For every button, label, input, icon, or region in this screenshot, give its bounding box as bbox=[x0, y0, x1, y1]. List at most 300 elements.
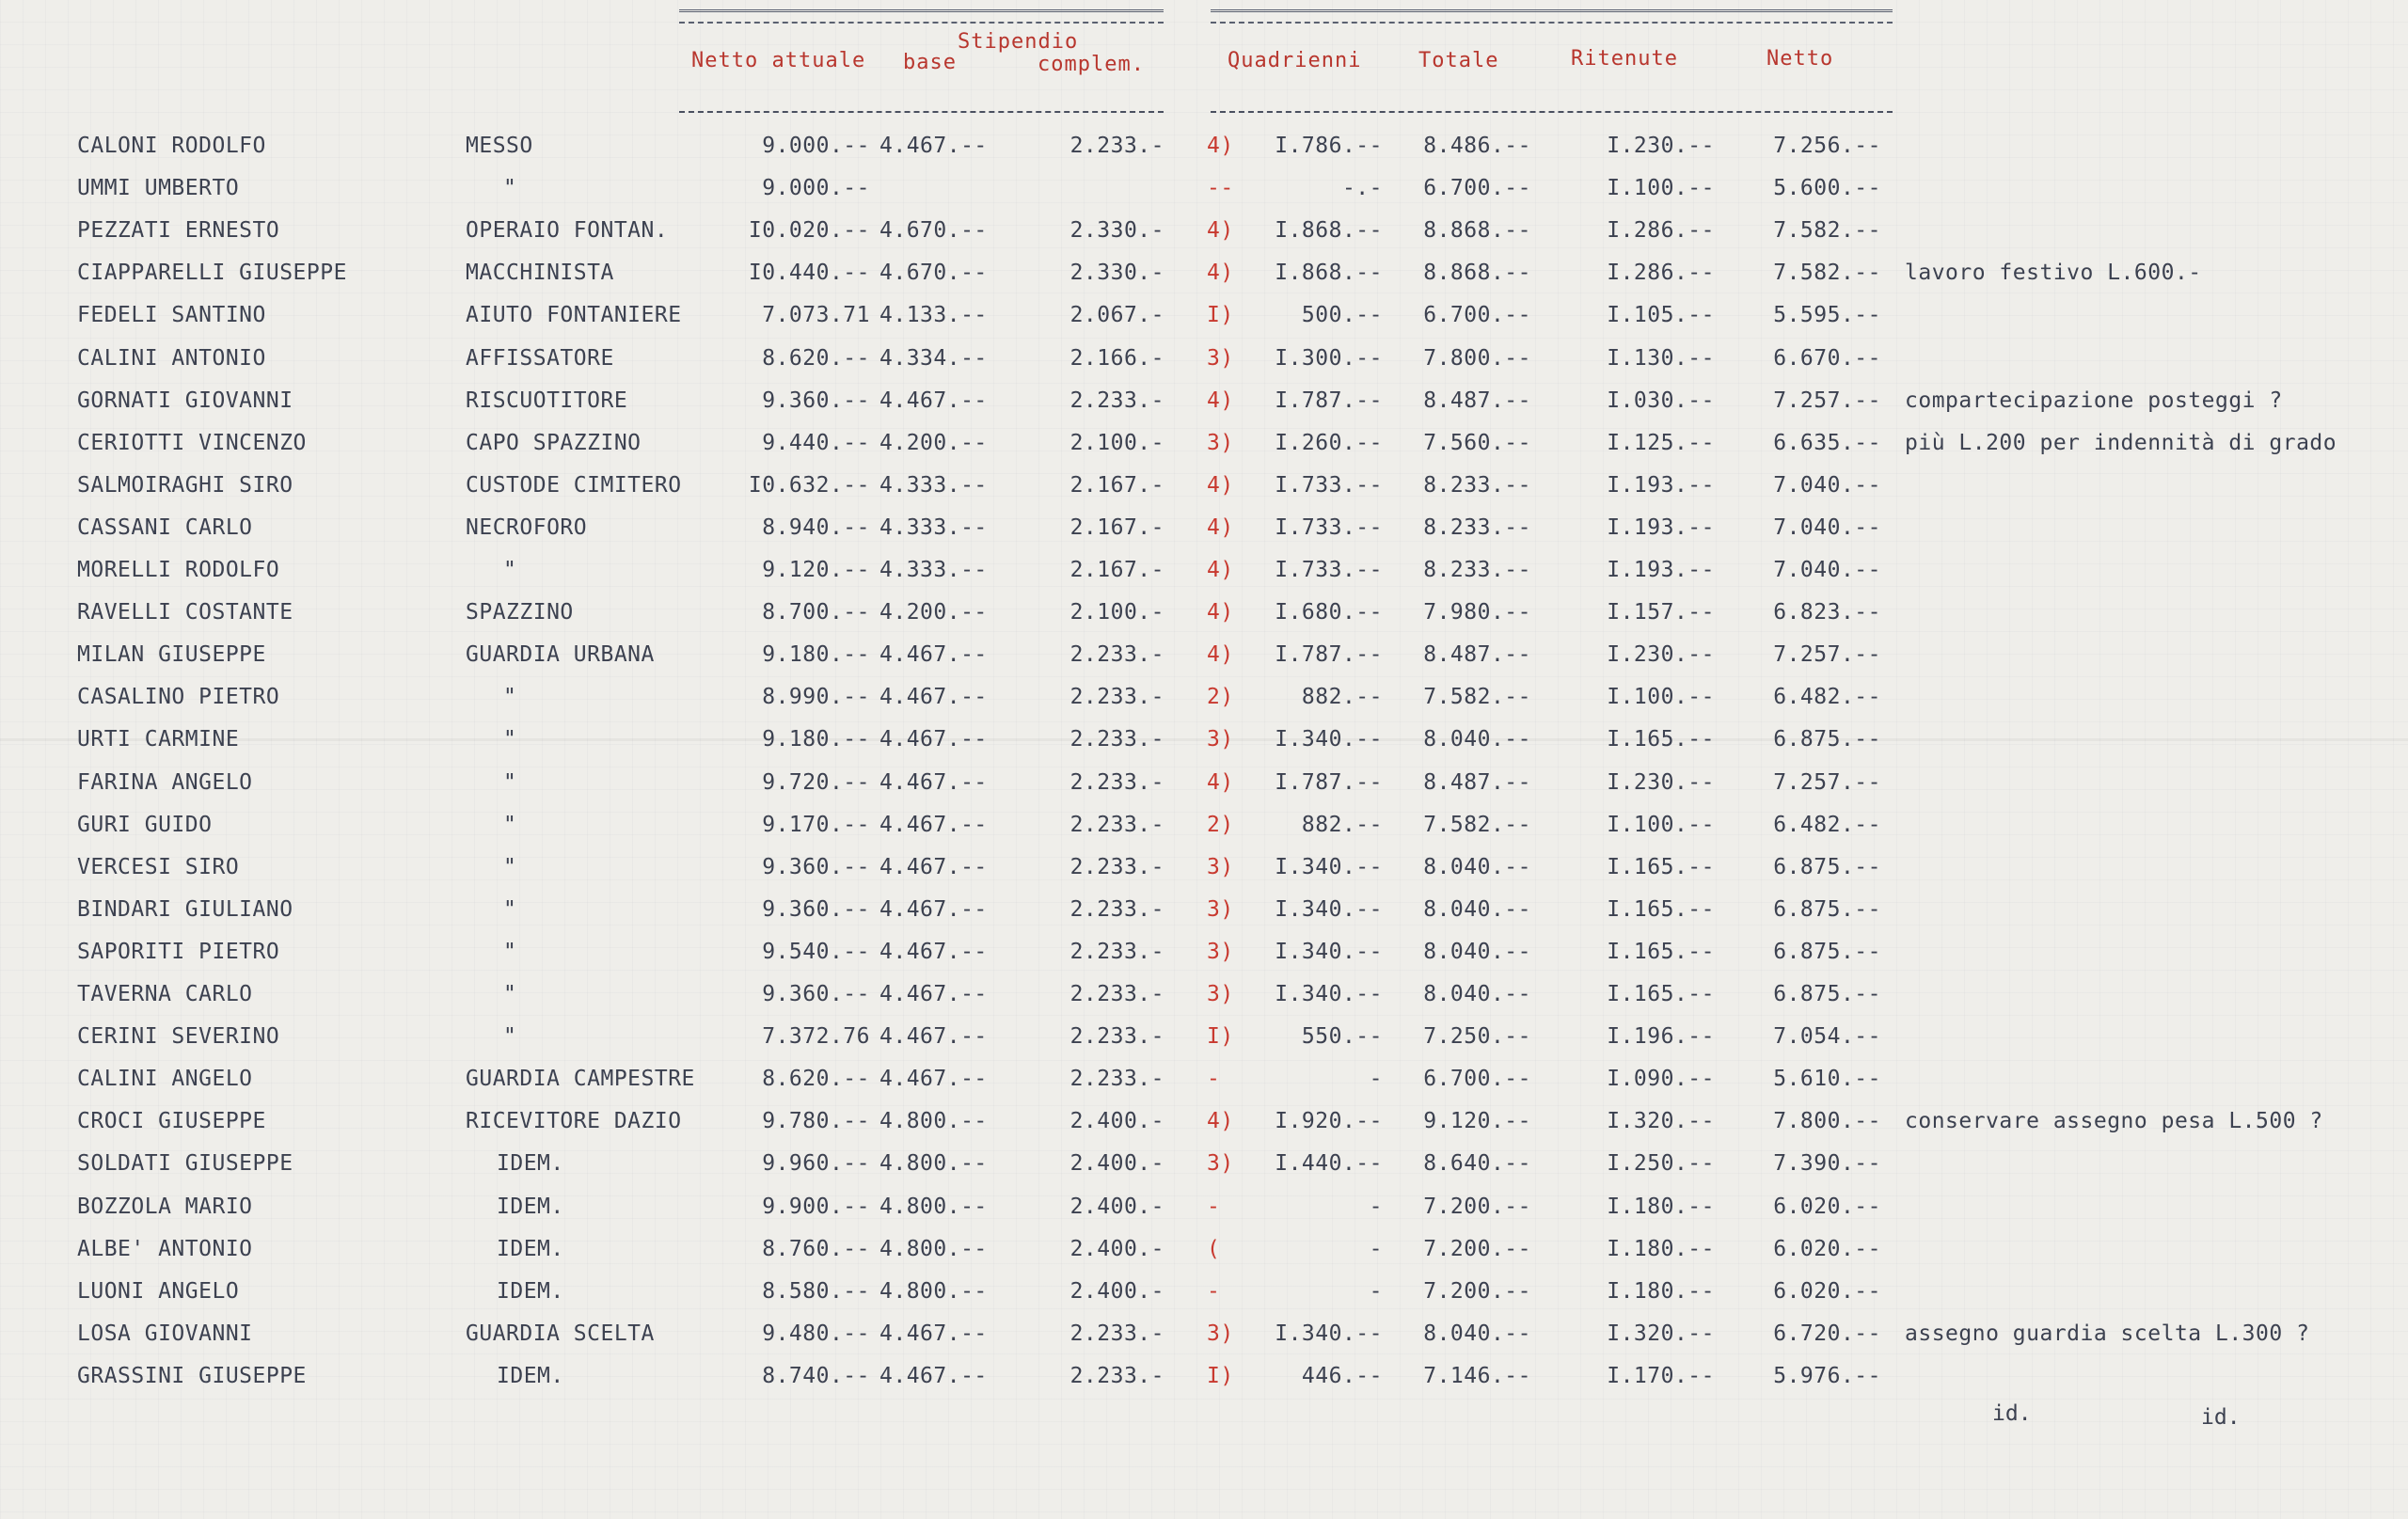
totale-cell: 8.040.-- bbox=[1423, 896, 1531, 922]
quadrienni-code-cell: 2) bbox=[1207, 812, 1234, 837]
ritenute-cell: I.193.-- bbox=[1607, 514, 1715, 540]
stipendio-complem-cell: 2.167.- bbox=[1069, 514, 1164, 540]
employee-name-cell: CIAPPARELLI GIUSEPPE bbox=[77, 261, 347, 286]
totale-cell: 7.200.-- bbox=[1423, 1236, 1531, 1261]
stipendio-base-cell: 4.467.-- bbox=[879, 1363, 988, 1388]
employee-name-cell: URTI CARMINE bbox=[77, 727, 240, 752]
ritenute-cell: I.230.-- bbox=[1607, 642, 1715, 668]
stipendio-complem-cell: 2.233.- bbox=[1069, 1321, 1164, 1346]
quadrienni-code-cell: 3) bbox=[1207, 430, 1234, 455]
netto-attuale-cell: 8.620.-- bbox=[762, 1067, 870, 1092]
ritenute-cell: I.165.-- bbox=[1607, 854, 1715, 879]
header-quadrienni: Quadrienni bbox=[1228, 49, 1362, 72]
employee-name-cell: CASSANI CARLO bbox=[77, 514, 253, 540]
table-row bbox=[0, 770, 2408, 808]
stipendio-complem-cell: 2.166.- bbox=[1069, 345, 1164, 371]
stipendio-complem-cell: 2.233.- bbox=[1069, 134, 1164, 158]
employee-name-cell: BOZZOLA MARIO bbox=[77, 1194, 253, 1219]
quadrienni-cell: I.300.-- bbox=[1275, 345, 1383, 371]
table-row bbox=[0, 346, 2408, 384]
employee-name-cell: FEDELI SANTINO bbox=[77, 303, 266, 328]
stipendio-base-cell: 4.467.-- bbox=[879, 1024, 988, 1050]
table-row bbox=[0, 1151, 2408, 1189]
totale-cell: 8.040.-- bbox=[1423, 982, 1531, 1006]
header-underline-left bbox=[679, 111, 1164, 113]
stipendio-complem-cell: 2.400.- bbox=[1069, 1151, 1164, 1177]
stipendio-complem-cell: 2.233.- bbox=[1069, 1363, 1164, 1388]
stipendio-base-cell: 4.800.-- bbox=[879, 1151, 988, 1177]
role-cell: " bbox=[503, 812, 517, 837]
stipendio-base-cell: 4.467.-- bbox=[879, 727, 988, 752]
role-cell: AFFISSATORE bbox=[466, 345, 614, 371]
table-row bbox=[0, 558, 2408, 595]
totale-cell: 8.040.-- bbox=[1423, 727, 1531, 752]
quadrienni-cell: I.440.-- bbox=[1275, 1151, 1383, 1177]
stipendio-base-cell: 4.467.-- bbox=[879, 812, 988, 837]
quadrienni-code-cell: 3) bbox=[1207, 1321, 1234, 1346]
ritenute-cell: I.193.-- bbox=[1607, 472, 1715, 498]
stipendio-complem-cell: 2.100.- bbox=[1069, 600, 1164, 625]
netto-attuale-cell: 9.120.-- bbox=[762, 558, 870, 582]
table-row bbox=[0, 1024, 2408, 1062]
netto-attuale-cell: 9.000.-- bbox=[762, 134, 870, 158]
totale-cell: 7.582.-- bbox=[1423, 685, 1531, 710]
role-cell: " bbox=[503, 727, 517, 752]
netto-cell: 5.976.-- bbox=[1773, 1363, 1881, 1388]
quadrienni-cell: I.787.-- bbox=[1275, 769, 1383, 795]
ritenute-cell: I.286.-- bbox=[1607, 261, 1715, 286]
table-row bbox=[0, 897, 2408, 935]
ritenute-cell: I.165.-- bbox=[1607, 982, 1715, 1006]
quadrienni-cell: - bbox=[1369, 1236, 1383, 1261]
table-row bbox=[0, 303, 2408, 340]
netto-attuale-cell: 9.540.-- bbox=[762, 939, 870, 964]
netto-cell: 6.482.-- bbox=[1773, 685, 1881, 710]
role-cell: RISCUOTITORE bbox=[466, 388, 628, 413]
table-row bbox=[0, 685, 2408, 722]
employee-name-cell: SOLDATI GIUSEPPE bbox=[77, 1151, 293, 1177]
netto-cell: 6.875.-- bbox=[1773, 982, 1881, 1006]
employee-name-cell: RAVELLI COSTANTE bbox=[77, 600, 293, 625]
totale-cell: 7.250.-- bbox=[1423, 1024, 1531, 1050]
role-cell: MESSO bbox=[466, 134, 533, 158]
netto-cell: 6.720.-- bbox=[1773, 1321, 1881, 1346]
stipendio-complem-cell: 2.400.- bbox=[1069, 1278, 1164, 1304]
netto-cell: 7.040.-- bbox=[1773, 472, 1881, 498]
stipendio-base-cell: 4.800.-- bbox=[879, 1194, 988, 1219]
employee-name-cell: VERCESI SIRO bbox=[77, 854, 240, 879]
employee-name-cell: BINDARI GIULIANO bbox=[77, 896, 293, 922]
totale-cell: 8.040.-- bbox=[1423, 1321, 1531, 1346]
stipendio-complem-cell: 2.233.- bbox=[1069, 896, 1164, 922]
ritenute-cell: I.165.-- bbox=[1607, 939, 1715, 964]
netto-attuale-cell: 9.440.-- bbox=[762, 430, 870, 455]
netto-cell: 5.595.-- bbox=[1773, 303, 1881, 328]
stipendio-complem-cell: 2.233.- bbox=[1069, 1024, 1164, 1050]
netto-attuale-cell: 9.480.-- bbox=[762, 1321, 870, 1346]
employee-name-cell: ALBE' ANTONIO bbox=[77, 1236, 253, 1261]
stipendio-complem-cell: 2.233.- bbox=[1069, 388, 1164, 413]
stipendio-complem-cell: 2.330.- bbox=[1069, 261, 1164, 286]
stipendio-base-cell: 4.200.-- bbox=[879, 430, 988, 455]
stipendio-complem-cell: 2.233.- bbox=[1069, 1067, 1164, 1092]
ritenute-cell: I.230.-- bbox=[1607, 134, 1715, 158]
netto-attuale-cell: 7.372.76 bbox=[762, 1024, 870, 1050]
employee-name-cell: CALONI RODOLFO bbox=[77, 134, 266, 158]
employee-name-cell: CROCI GIUSEPPE bbox=[77, 1109, 266, 1134]
totale-cell: 8.868.-- bbox=[1423, 218, 1531, 244]
stipendio-complem-cell: 2.400.- bbox=[1069, 1194, 1164, 1219]
ritenute-cell: I.320.-- bbox=[1607, 1321, 1715, 1346]
ritenute-cell: I.105.-- bbox=[1607, 303, 1715, 328]
stipendio-base-cell: 4.333.-- bbox=[879, 472, 988, 498]
note-cell: lavoro festivo L.600.- bbox=[1905, 261, 2202, 286]
netto-cell: 6.482.-- bbox=[1773, 812, 1881, 837]
quadrienni-cell: - bbox=[1369, 1067, 1383, 1092]
netto-cell: 5.610.-- bbox=[1773, 1067, 1881, 1092]
totale-cell: 6.700.-- bbox=[1423, 303, 1531, 328]
stipendio-complem-cell: 2.400.- bbox=[1069, 1109, 1164, 1134]
footer-id-1: id. bbox=[1992, 1401, 2032, 1426]
ritenute-cell: I.230.-- bbox=[1607, 769, 1715, 795]
quadrienni-code-cell: 4) bbox=[1207, 642, 1234, 668]
stipendio-complem-cell: 2.233.- bbox=[1069, 727, 1164, 752]
stipendio-base-cell: 4.467.-- bbox=[879, 769, 988, 795]
employee-name-cell: LUONI ANGELO bbox=[77, 1278, 240, 1304]
ritenute-cell: I.130.-- bbox=[1607, 345, 1715, 371]
netto-attuale-cell: 8.990.-- bbox=[762, 685, 870, 710]
netto-attuale-cell: 8.940.-- bbox=[762, 514, 870, 540]
stipendio-complem-cell: 2.233.- bbox=[1069, 939, 1164, 964]
table-row bbox=[0, 1321, 2408, 1359]
ritenute-cell: I.180.-- bbox=[1607, 1278, 1715, 1304]
quadrienni-code-cell: 4) bbox=[1207, 514, 1234, 540]
totale-cell: 8.040.-- bbox=[1423, 939, 1531, 964]
netto-cell: 7.257.-- bbox=[1773, 388, 1881, 413]
ritenute-cell: I.170.-- bbox=[1607, 1363, 1715, 1388]
netto-cell: 7.040.-- bbox=[1773, 558, 1881, 582]
netto-attuale-cell: 8.740.-- bbox=[762, 1363, 870, 1388]
role-cell: " bbox=[503, 982, 517, 1006]
netto-cell: 7.582.-- bbox=[1773, 261, 1881, 286]
header-rule-left bbox=[679, 9, 1164, 24]
ritenute-cell: I.180.-- bbox=[1607, 1236, 1715, 1261]
quadrienni-code-cell: - bbox=[1207, 1278, 1221, 1304]
stipendio-complem-cell: 2.330.- bbox=[1069, 218, 1164, 244]
stipendio-complem-cell: 2.233.- bbox=[1069, 769, 1164, 795]
netto-attuale-cell: I0.020.-- bbox=[748, 218, 870, 244]
netto-cell: 6.020.-- bbox=[1773, 1194, 1881, 1219]
role-cell: OPERAIO FONTAN. bbox=[466, 218, 669, 244]
totale-cell: 8.040.-- bbox=[1423, 854, 1531, 879]
quadrienni-code-cell: 4) bbox=[1207, 472, 1234, 498]
totale-cell: 8.487.-- bbox=[1423, 769, 1531, 795]
netto-attuale-cell: 9.000.-- bbox=[762, 176, 870, 201]
role-cell: " bbox=[503, 896, 517, 922]
netto-cell: 6.875.-- bbox=[1773, 854, 1881, 879]
stipendio-base-cell: 4.334.-- bbox=[879, 345, 988, 371]
employee-name-cell: CERIOTTI VINCENZO bbox=[77, 430, 307, 455]
netto-cell: 7.040.-- bbox=[1773, 514, 1881, 540]
netto-attuale-cell: 9.180.-- bbox=[762, 642, 870, 668]
quadrienni-cell: I.340.-- bbox=[1275, 939, 1383, 964]
quadrienni-code-cell: 4) bbox=[1207, 1109, 1234, 1134]
netto-attuale-cell: 9.780.-- bbox=[762, 1109, 870, 1134]
stipendio-base-cell: 4.800.-- bbox=[879, 1278, 988, 1304]
netto-cell: 7.582.-- bbox=[1773, 218, 1881, 244]
stipendio-base-cell: 4.467.-- bbox=[879, 388, 988, 413]
quadrienni-code-cell: - bbox=[1207, 1194, 1221, 1219]
quadrienni-code-cell: 3) bbox=[1207, 727, 1234, 752]
quadrienni-code-cell: 4) bbox=[1207, 600, 1234, 625]
stipendio-base-cell: 4.467.-- bbox=[879, 982, 988, 1006]
table-row bbox=[0, 1364, 2408, 1401]
quadrienni-cell: I.920.-- bbox=[1275, 1109, 1383, 1134]
table-row bbox=[0, 1109, 2408, 1147]
employee-name-cell: FARINA ANGELO bbox=[77, 769, 253, 795]
role-cell: NECROFORO bbox=[466, 514, 588, 540]
ritenute-cell: I.100.-- bbox=[1607, 176, 1715, 201]
totale-cell: 7.800.-- bbox=[1423, 345, 1531, 371]
header-underline-right bbox=[1211, 111, 1893, 113]
netto-cell: 6.020.-- bbox=[1773, 1236, 1881, 1261]
totale-cell: 7.582.-- bbox=[1423, 812, 1531, 837]
stipendio-complem-cell: 2.400.- bbox=[1069, 1236, 1164, 1261]
ritenute-cell: I.320.-- bbox=[1607, 1109, 1715, 1134]
employee-name-cell: GURI GUIDO bbox=[77, 812, 213, 837]
note-cell: compartecipazione posteggi ? bbox=[1905, 388, 2283, 413]
netto-cell: 6.823.-- bbox=[1773, 600, 1881, 625]
stipendio-complem-cell: 2.233.- bbox=[1069, 685, 1164, 710]
quadrienni-code-cell: 3) bbox=[1207, 854, 1234, 879]
employee-name-cell: CALINI ANGELO bbox=[77, 1067, 253, 1092]
footer-id-2: id. bbox=[2201, 1405, 2241, 1430]
totale-cell: 8.233.-- bbox=[1423, 558, 1531, 582]
netto-cell: 6.635.-- bbox=[1773, 430, 1881, 455]
ritenute-cell: I.193.-- bbox=[1607, 558, 1715, 582]
netto-attuale-cell: 9.960.-- bbox=[762, 1151, 870, 1177]
totale-cell: 8.233.-- bbox=[1423, 514, 1531, 540]
netto-cell: 6.670.-- bbox=[1773, 345, 1881, 371]
role-cell: IDEM. bbox=[497, 1194, 564, 1219]
employee-name-cell: UMMI UMBERTO bbox=[77, 176, 240, 201]
table-row bbox=[0, 1067, 2408, 1104]
stipendio-complem-cell: 2.233.- bbox=[1069, 812, 1164, 837]
ritenute-cell: I.157.-- bbox=[1607, 600, 1715, 625]
netto-cell: 6.875.-- bbox=[1773, 939, 1881, 964]
role-cell: " bbox=[503, 769, 517, 795]
netto-attuale-cell: 9.360.-- bbox=[762, 388, 870, 413]
role-cell: IDEM. bbox=[497, 1151, 564, 1177]
totale-cell: 8.233.-- bbox=[1423, 472, 1531, 498]
note-cell: assegno guardia scelta L.300 ? bbox=[1905, 1321, 2310, 1346]
table-row bbox=[0, 388, 2408, 426]
table-row bbox=[0, 855, 2408, 893]
totale-cell: 9.120.-- bbox=[1423, 1109, 1531, 1134]
quadrienni-code-cell: I) bbox=[1207, 303, 1234, 328]
ritenute-cell: I.165.-- bbox=[1607, 727, 1715, 752]
quadrienni-code-cell: ( bbox=[1207, 1236, 1221, 1261]
stipendio-base-cell: 4.133.-- bbox=[879, 303, 988, 328]
table-row bbox=[0, 134, 2408, 171]
totale-cell: 7.146.-- bbox=[1423, 1363, 1531, 1388]
quadrienni-cell: 882.-- bbox=[1301, 812, 1383, 837]
ritenute-cell: I.180.-- bbox=[1607, 1194, 1715, 1219]
netto-attuale-cell: 9.900.-- bbox=[762, 1194, 870, 1219]
table-row bbox=[0, 940, 2408, 977]
totale-cell: 8.487.-- bbox=[1423, 642, 1531, 668]
totale-cell: 8.486.-- bbox=[1423, 134, 1531, 158]
stipendio-base-cell: 4.467.-- bbox=[879, 1067, 988, 1092]
totale-cell: 7.200.-- bbox=[1423, 1278, 1531, 1304]
netto-attuale-cell: 7.073.71 bbox=[762, 303, 870, 328]
netto-attuale-cell: 9.360.-- bbox=[762, 854, 870, 879]
netto-cell: 7.257.-- bbox=[1773, 642, 1881, 668]
ritenute-cell: I.090.-- bbox=[1607, 1067, 1715, 1092]
quadrienni-code-cell: - bbox=[1207, 1067, 1221, 1092]
role-cell: IDEM. bbox=[497, 1363, 564, 1388]
role-cell: GUARDIA CAMPESTRE bbox=[466, 1067, 695, 1092]
totale-cell: 7.980.-- bbox=[1423, 600, 1531, 625]
role-cell: " bbox=[503, 1024, 517, 1050]
quadrienni-cell: I.340.-- bbox=[1275, 854, 1383, 879]
employee-name-cell: PEZZATI ERNESTO bbox=[77, 218, 280, 244]
stipendio-base-cell: 4.670.-- bbox=[879, 218, 988, 244]
stipendio-complem-cell: 2.233.- bbox=[1069, 642, 1164, 668]
quadrienni-cell: 500.-- bbox=[1301, 303, 1383, 328]
totale-cell: 7.200.-- bbox=[1423, 1194, 1531, 1219]
quadrienni-cell: I.786.-- bbox=[1275, 134, 1383, 158]
quadrienni-cell: I.868.-- bbox=[1275, 218, 1383, 244]
quadrienni-code-cell: 3) bbox=[1207, 1151, 1234, 1177]
quadrienni-cell: -.- bbox=[1341, 176, 1383, 201]
quadrienni-cell: - bbox=[1369, 1194, 1383, 1219]
netto-attuale-cell: 8.580.-- bbox=[762, 1278, 870, 1304]
ritenute-cell: I.100.-- bbox=[1607, 812, 1715, 837]
quadrienni-code-cell: 4) bbox=[1207, 558, 1234, 582]
role-cell: MACCHINISTA bbox=[466, 261, 614, 286]
role-cell: " bbox=[503, 939, 517, 964]
quadrienni-code-cell: 4) bbox=[1207, 769, 1234, 795]
employee-name-cell: SAPORITI PIETRO bbox=[77, 939, 280, 964]
quadrienni-cell: I.340.-- bbox=[1275, 982, 1383, 1006]
quadrienni-code-cell: 3) bbox=[1207, 896, 1234, 922]
stipendio-base-cell: 4.333.-- bbox=[879, 514, 988, 540]
table-row bbox=[0, 1279, 2408, 1317]
netto-cell: 6.875.-- bbox=[1773, 896, 1881, 922]
quadrienni-cell: I.680.-- bbox=[1275, 600, 1383, 625]
stipendio-base-cell: 4.467.-- bbox=[879, 854, 988, 879]
table-row bbox=[0, 218, 2408, 256]
netto-cell: 6.875.-- bbox=[1773, 727, 1881, 752]
employee-name-cell: LOSA GIOVANNI bbox=[77, 1321, 253, 1346]
stipendio-complem-cell: 2.233.- bbox=[1069, 854, 1164, 879]
quadrienni-code-cell: 3) bbox=[1207, 982, 1234, 1006]
header-stipendio: Stipendio bbox=[958, 30, 1079, 54]
header-rule-right bbox=[1211, 9, 1893, 24]
netto-cell: 5.600.-- bbox=[1773, 176, 1881, 201]
netto-attuale-cell: 9.360.-- bbox=[762, 896, 870, 922]
quadrienni-code-cell: 3) bbox=[1207, 345, 1234, 371]
netto-cell: 7.390.-- bbox=[1773, 1151, 1881, 1177]
stipendio-complem-cell: 2.100.- bbox=[1069, 430, 1164, 455]
role-cell: GUARDIA SCELTA bbox=[466, 1321, 655, 1346]
ritenute-cell: I.125.-- bbox=[1607, 430, 1715, 455]
employee-name-cell: CERINI SEVERINO bbox=[77, 1024, 280, 1050]
stipendio-complem-cell: 2.233.- bbox=[1069, 982, 1164, 1006]
quadrienni-cell: 446.-- bbox=[1301, 1363, 1383, 1388]
netto-cell: 7.800.-- bbox=[1773, 1109, 1881, 1134]
quadrienni-code-cell: 4) bbox=[1207, 218, 1234, 244]
quadrienni-cell: I.787.-- bbox=[1275, 642, 1383, 668]
ritenute-cell: I.100.-- bbox=[1607, 685, 1715, 710]
role-cell: " bbox=[503, 685, 517, 710]
note-cell: conservare assegno pesa L.500 ? bbox=[1905, 1109, 2323, 1134]
stipendio-base-cell: 4.200.-- bbox=[879, 600, 988, 625]
employee-name-cell: MILAN GIUSEPPE bbox=[77, 642, 266, 668]
quadrienni-cell: I.340.-- bbox=[1275, 727, 1383, 752]
table-row bbox=[0, 473, 2408, 511]
stipendio-base-cell: 4.800.-- bbox=[879, 1236, 988, 1261]
table-row bbox=[0, 431, 2408, 468]
role-cell: CAPO SPAZZINO bbox=[466, 430, 642, 455]
header-complem: complem. bbox=[1038, 53, 1145, 76]
header-netto-attuale: Netto attuale bbox=[691, 49, 866, 72]
quadrienni-cell: I.260.-- bbox=[1275, 430, 1383, 455]
totale-cell: 8.868.-- bbox=[1423, 261, 1531, 286]
netto-cell: 7.054.-- bbox=[1773, 1024, 1881, 1050]
netto-cell: 7.256.-- bbox=[1773, 134, 1881, 158]
quadrienni-cell: I.340.-- bbox=[1275, 896, 1383, 922]
netto-cell: 6.020.-- bbox=[1773, 1278, 1881, 1304]
header-ritenute: Ritenute bbox=[1571, 47, 1678, 71]
table-row bbox=[0, 1195, 2408, 1232]
stipendio-base-cell: 4.467.-- bbox=[879, 134, 988, 158]
stipendio-base-cell: 4.800.-- bbox=[879, 1109, 988, 1134]
stipendio-base-cell: 4.467.-- bbox=[879, 642, 988, 668]
quadrienni-cell: 550.-- bbox=[1301, 1024, 1383, 1050]
quadrienni-cell: I.733.-- bbox=[1275, 472, 1383, 498]
quadrienni-cell: I.340.-- bbox=[1275, 1321, 1383, 1346]
quadrienni-cell: I.787.-- bbox=[1275, 388, 1383, 413]
totale-cell: 8.487.-- bbox=[1423, 388, 1531, 413]
netto-attuale-cell: 9.180.-- bbox=[762, 727, 870, 752]
quadrienni-code-cell: -- bbox=[1207, 176, 1234, 201]
quadrienni-cell: 882.-- bbox=[1301, 685, 1383, 710]
quadrienni-cell: I.733.-- bbox=[1275, 514, 1383, 540]
netto-attuale-cell: I0.632.-- bbox=[748, 472, 870, 498]
netto-attuale-cell: 9.170.-- bbox=[762, 812, 870, 837]
ritenute-cell: I.286.-- bbox=[1607, 218, 1715, 244]
netto-attuale-cell: 9.360.-- bbox=[762, 982, 870, 1006]
stipendio-base-cell: 4.670.-- bbox=[879, 261, 988, 286]
header-netto: Netto bbox=[1766, 47, 1834, 71]
employee-name-cell: GRASSINI GIUSEPPE bbox=[77, 1363, 307, 1388]
stipendio-base-cell: 4.467.-- bbox=[879, 896, 988, 922]
role-cell: " bbox=[503, 558, 517, 582]
netto-attuale-cell: I0.440.-- bbox=[748, 261, 870, 286]
quadrienni-cell: - bbox=[1369, 1278, 1383, 1304]
stipendio-base-cell: 4.467.-- bbox=[879, 939, 988, 964]
netto-attuale-cell: 8.760.-- bbox=[762, 1236, 870, 1261]
ritenute-cell: I.030.-- bbox=[1607, 388, 1715, 413]
table-row bbox=[0, 600, 2408, 638]
totale-cell: 7.560.-- bbox=[1423, 430, 1531, 455]
stipendio-base-cell: 4.333.-- bbox=[879, 558, 988, 582]
stipendio-base-cell: 4.467.-- bbox=[879, 1321, 988, 1346]
netto-attuale-cell: 8.700.-- bbox=[762, 600, 870, 625]
stipendio-base-cell: 4.467.-- bbox=[879, 685, 988, 710]
